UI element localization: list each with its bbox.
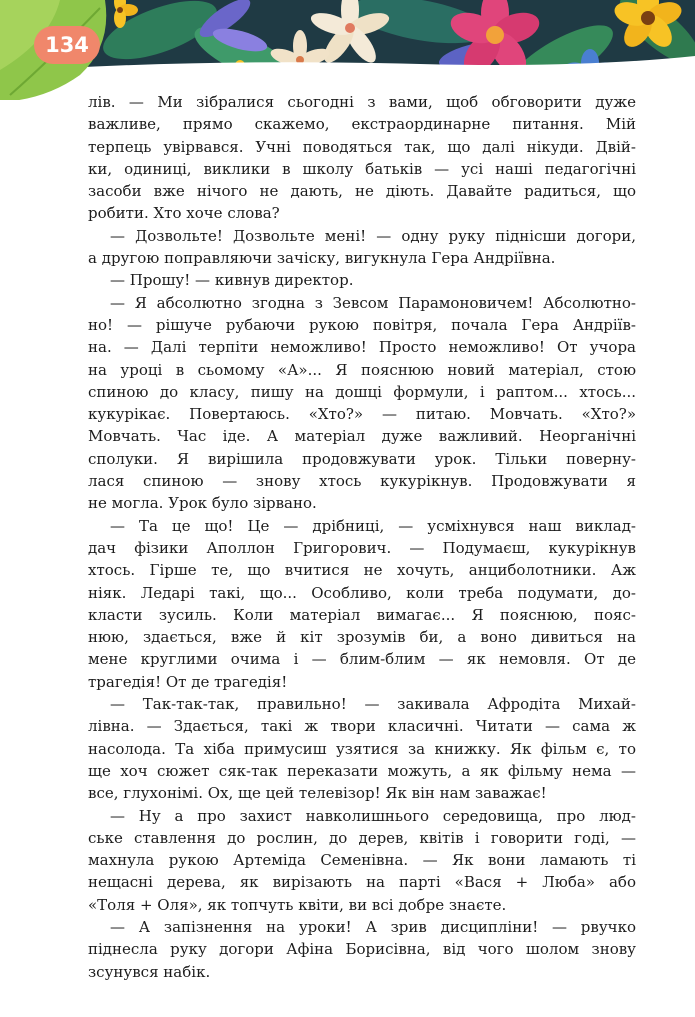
text-line: — Ну а про захист навколишнього середовища, про люд- [110, 806, 636, 825]
text-line: махнула рукою Артеміда Семенівна. — Як вони ламають ті [88, 851, 636, 870]
text-line: но! — рішуче рубаючи рукою повітря, почала Гера Андріїв- [88, 315, 636, 334]
text-line: лів. — Ми зібралися сьогодні з вами, щоб обговорити дуже [88, 93, 636, 111]
text-line: а другою поправляючи зачіску, вигукнула Гера Андріївна. [88, 249, 556, 268]
text-line: зсунувся набік. [88, 962, 211, 981]
text-line: засоби вже нічого не дають, не діють. Давайте радиться, що [88, 182, 636, 201]
text-line: Мовчать. Час іде. А матеріал дуже важливий. Неорганічні [88, 427, 636, 446]
text-line: класти зусиль. Коли матеріал вимагає... Я пояснюю, пояс- [88, 605, 636, 624]
text-line: «Толя + Оля», як топчуть квіти, ви всі добре знаєте. [88, 895, 507, 914]
text-line: дач фізики Аполлон Григорович. — Подумаєш, кукурікнув [88, 538, 636, 557]
text-line: терпець увірвався. Учні поводяться так, що далі нікуди. Двій- [88, 137, 636, 156]
text-line: сполуки. Я вирішила продовжувати урок. Тільки поверну- [88, 449, 636, 468]
text-line: робити. Хто хоче слова? [88, 204, 280, 223]
text-line: нюю, здається, вже й кіт зрозумів би, а воно дивиться на [88, 628, 636, 647]
text-line: ки, одиниці, виклики в школу батьків — усі наші педагогічні [88, 159, 636, 178]
text-line: — Так-так-так, правильно! — закивала Афродіта Михай- [110, 695, 636, 714]
text-line: все, глухонімі. Ох, ще цей телевізор! Як він нам заважає! [88, 784, 547, 803]
text-line: мене круглими очима і — блим-блим — як немовля. От де [88, 650, 636, 669]
text-line: ське ставлення до рослин, до дерев, квітів і говорити годі, — [88, 828, 636, 847]
text-line: на. — Далі терпіти неможливо! Просто неможливо! От учора [88, 338, 636, 357]
text-line: — Та це що! Це — дрібниці, — усміхнувся наш виклад- [110, 516, 636, 535]
text-line: — Дозвольте! Дозвольте мені! — одну руку піднісши догори, [110, 226, 636, 245]
text-line: спиною до класу, пишу на дошці формули, і раптом... хтось... [88, 382, 636, 401]
text-line: — Я абсолютно згодна з Зевсом Парамоновичем! Абсолютно- [110, 293, 636, 312]
text-line: насолода. Та хіба примусиш узятися за книжку. Як фільм є, то [88, 739, 636, 758]
text-line: ще хоч сюжет сяк-так переказати можуть, а як фільму нема — [88, 761, 636, 780]
story-text [88, 91, 636, 983]
text-line: на уроці в сьомому «А»... Я пояснюю новий матеріал, стою [88, 360, 636, 379]
text-line: ніяк. Ледарі такі, що... Особливо, коли треба подумати, до- [88, 583, 636, 602]
page-number-badge: 134 [34, 26, 100, 64]
text-line: нещасні дерева, як вирізають на парті «Вася + Люба» або [88, 873, 636, 892]
text-line: піднесла руку догори Афіна Борисівна, від чого шолом знову [88, 940, 636, 959]
text-line: хтось. Гірше те, що вчитися не хочуть, анциболотники. Аж [88, 561, 636, 580]
text-line: трагедія! От де трагедія! [88, 672, 288, 691]
text-line: — А запізнення на уроки! А зрив дисципліни! — рвучко [110, 917, 636, 936]
text-line: лася спиною — знову хтось кукурікнув. Продовжувати я [88, 472, 636, 491]
text-line: лівна. — Здається, такі ж твори класичні. Читати — сама ж [88, 717, 636, 736]
text-line: кукурікає. Повертаюсь. «Хто?» — питаю. Мовчать. «Хто?» [88, 405, 636, 424]
text-line: не могла. Урок було зірвано. [88, 494, 317, 513]
text-line: — Прошу! — кивнув директор. [110, 271, 354, 290]
text-line: важливе, прямо скажемо, екстраординарне питання. Мій [88, 115, 636, 134]
